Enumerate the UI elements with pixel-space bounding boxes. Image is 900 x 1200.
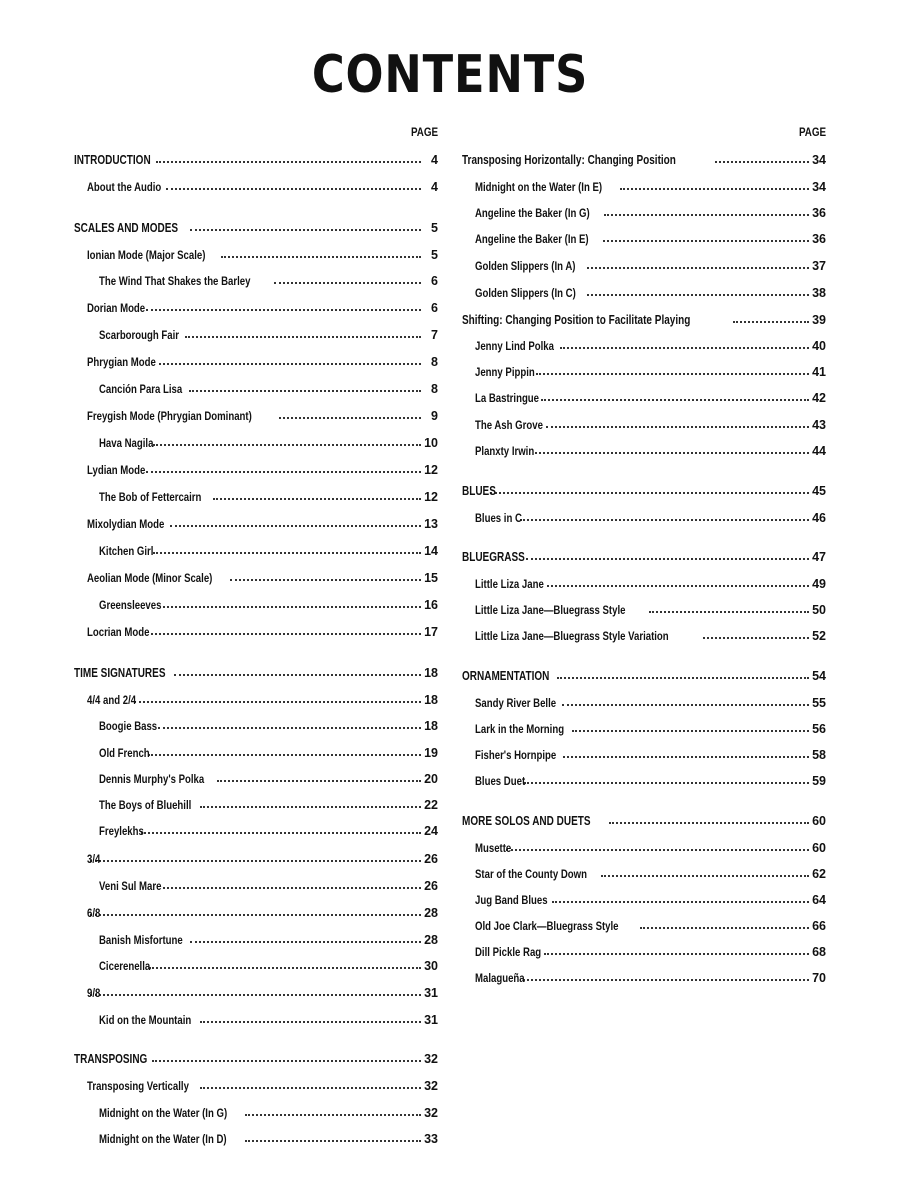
toc-entry-title: Canción Para Lisa bbox=[99, 382, 183, 396]
toc-entry bbox=[475, 742, 826, 762]
toc-entry bbox=[87, 295, 438, 315]
toc-entry-title: Angeline the Baker (In G) bbox=[475, 206, 590, 220]
dot-leader bbox=[552, 900, 809, 903]
toc-entry-page: 32 bbox=[424, 1052, 438, 1066]
toc-entry-page: 7 bbox=[431, 328, 438, 342]
toc-entry-title: Old French bbox=[99, 746, 150, 760]
toc-entry bbox=[475, 438, 826, 458]
dot-leader bbox=[170, 524, 421, 527]
dot-leader bbox=[149, 966, 421, 969]
toc-entry-page: 19 bbox=[424, 746, 438, 760]
dot-leader bbox=[560, 346, 809, 349]
toc-entry-title: Kid on the Mountain bbox=[99, 1013, 192, 1027]
toc-entry-page: 31 bbox=[424, 1013, 438, 1027]
toc-entry-page: 52 bbox=[812, 629, 826, 643]
toc-entry-page: 5 bbox=[431, 248, 438, 262]
toc-entry-title: The Ash Grove bbox=[475, 418, 543, 432]
toc-entry-title: Midnight on the Water (In G) bbox=[99, 1106, 228, 1120]
toc-entry bbox=[99, 818, 438, 838]
toc-entry-title: Transposing Horizontally: Changing Position bbox=[462, 153, 676, 167]
toc-entry-title: The Boys of Bluehill bbox=[99, 798, 192, 812]
toc-entry bbox=[475, 768, 826, 788]
toc-entry bbox=[99, 1126, 438, 1146]
toc-entry bbox=[87, 619, 438, 639]
toc-entry-page: 58 bbox=[812, 748, 826, 762]
toc-entry-page: 36 bbox=[812, 232, 826, 246]
toc-entry-title: Cicerenella bbox=[99, 959, 151, 973]
dot-leader bbox=[715, 160, 809, 163]
dot-leader bbox=[90, 993, 421, 996]
toc-entry bbox=[475, 385, 826, 405]
toc-entry-page: 14 bbox=[424, 544, 438, 558]
toc-entry-title: Dill Pickle Rag bbox=[475, 945, 542, 959]
toc-entry-page: 22 bbox=[424, 798, 438, 812]
toc-entry-page: 34 bbox=[812, 153, 826, 167]
dot-leader bbox=[526, 557, 809, 560]
dot-leader bbox=[703, 636, 809, 639]
toc-entry-title: Little Liza Jane—Bluegrass Style Variation bbox=[475, 629, 669, 643]
toc-entry-page: 39 bbox=[812, 313, 826, 327]
toc-entry-title: Angeline the Baker (In E) bbox=[475, 232, 589, 246]
toc-entry-title: Sandy River Belle bbox=[475, 696, 557, 710]
toc-entry bbox=[87, 980, 438, 1000]
toc-entry bbox=[87, 457, 438, 477]
toc-entry-page: 24 bbox=[424, 824, 438, 838]
toc-entry-page: 18 bbox=[424, 693, 438, 707]
toc-entry-title: Lark in the Morning bbox=[475, 722, 565, 736]
page-title: CONTENTS bbox=[311, 45, 589, 105]
toc-entry-title: Dorian Mode bbox=[87, 301, 146, 315]
toc-entry bbox=[475, 412, 826, 432]
toc-entry-page: 9 bbox=[431, 409, 438, 423]
dot-leader bbox=[572, 729, 809, 732]
toc-entry-page: 6 bbox=[431, 274, 438, 288]
toc-entry-page: 28 bbox=[424, 906, 438, 920]
dot-leader bbox=[601, 874, 809, 877]
toc-entry-page: 49 bbox=[812, 577, 826, 591]
dot-leader bbox=[609, 821, 809, 824]
toc-entry bbox=[475, 835, 826, 855]
dot-leader bbox=[134, 700, 421, 703]
toc-entry-title: Malagueña bbox=[475, 971, 525, 985]
toc-entry bbox=[475, 690, 826, 710]
toc-entry-page: 32 bbox=[424, 1079, 438, 1093]
toc-entry-page: 64 bbox=[812, 893, 826, 907]
toc-entry-title: Scarborough Fair bbox=[99, 328, 180, 342]
toc-entry-title: Freylekhs bbox=[99, 824, 144, 838]
toc-entry-page: 17 bbox=[424, 625, 438, 639]
dot-leader bbox=[166, 187, 421, 190]
dot-leader bbox=[603, 239, 809, 242]
dot-leader bbox=[190, 940, 421, 943]
toc-entry bbox=[87, 900, 438, 920]
toc-entry-title: Mixolydian Mode bbox=[87, 517, 165, 531]
dot-leader bbox=[535, 451, 809, 454]
toc-entry-title: Golden Slippers (In C) bbox=[475, 286, 576, 300]
toc-entry-title: 6/8 bbox=[87, 906, 101, 920]
toc-entry bbox=[87, 846, 438, 866]
toc-entry-page: 4 bbox=[431, 153, 438, 167]
toc-entry bbox=[87, 511, 438, 531]
toc-entry-page: 10 bbox=[424, 436, 438, 450]
toc-entry-page: 12 bbox=[424, 463, 438, 477]
toc-entry-page: 68 bbox=[812, 945, 826, 959]
toc-section-entry bbox=[462, 808, 826, 828]
toc-entry bbox=[99, 766, 438, 786]
dot-leader bbox=[151, 632, 421, 635]
toc-entry-page: 41 bbox=[812, 365, 826, 379]
toc-entry-page: 66 bbox=[812, 919, 826, 933]
toc-entry bbox=[475, 965, 826, 985]
toc-section-entry bbox=[462, 663, 826, 683]
toc-entry-title: Phrygian Mode bbox=[87, 355, 156, 369]
toc-entry bbox=[87, 1073, 438, 1093]
toc-section-entry bbox=[74, 215, 438, 235]
toc-entry-page: 46 bbox=[812, 511, 826, 525]
toc-entry bbox=[99, 484, 438, 504]
toc-entry bbox=[475, 716, 826, 736]
toc-section-entry bbox=[462, 478, 826, 498]
toc-entry bbox=[99, 376, 438, 396]
dot-leader bbox=[152, 1059, 421, 1062]
dot-leader bbox=[153, 551, 421, 554]
toc-entry-page: 34 bbox=[812, 180, 826, 194]
toc-entry-title: Star of the County Down bbox=[475, 867, 587, 881]
dot-leader bbox=[520, 518, 809, 521]
dot-leader bbox=[640, 926, 809, 929]
dot-leader bbox=[274, 281, 421, 284]
toc-entry-title: Ionian Mode (Major Scale) bbox=[87, 248, 206, 262]
dot-leader bbox=[159, 362, 421, 365]
toc-entry-page: 28 bbox=[424, 933, 438, 947]
toc-entry-title: BLUEGRASS bbox=[462, 550, 525, 564]
toc-entry bbox=[99, 538, 438, 558]
toc-entry-page: 60 bbox=[812, 814, 826, 828]
dot-leader bbox=[546, 425, 809, 428]
toc-entry-title: Fisher's Hornpipe bbox=[475, 748, 557, 762]
dot-leader bbox=[190, 228, 421, 231]
toc-entry-title: TRANSPOSING bbox=[74, 1052, 148, 1066]
toc-entry bbox=[87, 687, 438, 707]
dot-leader bbox=[506, 848, 809, 851]
toc-entry-title: Dennis Murphy's Polka bbox=[99, 772, 205, 786]
toc-entry-page: 6 bbox=[431, 301, 438, 315]
dot-leader bbox=[146, 308, 421, 311]
toc-entry-page: 38 bbox=[812, 286, 826, 300]
toc-section-entry bbox=[462, 544, 826, 564]
dot-leader bbox=[604, 213, 809, 216]
toc-entry-page: 54 bbox=[812, 669, 826, 683]
toc-entry bbox=[475, 597, 826, 617]
toc-entry-title: 9/8 bbox=[87, 986, 101, 1000]
dot-leader bbox=[200, 1020, 421, 1023]
dot-leader bbox=[733, 320, 809, 323]
toc-entry-title: Musette bbox=[475, 841, 512, 855]
toc-entry-page: 59 bbox=[812, 774, 826, 788]
toc-entry-title: Golden Slippers (In A) bbox=[475, 259, 576, 273]
toc-entry-title: Kitchen Girl bbox=[99, 544, 154, 558]
toc-entry bbox=[87, 403, 438, 423]
dot-leader bbox=[217, 779, 421, 782]
dot-leader bbox=[153, 443, 421, 446]
dot-leader bbox=[174, 673, 421, 676]
toc-entry-page: 40 bbox=[812, 339, 826, 353]
dot-leader bbox=[563, 755, 809, 758]
toc-entry-title: Aeolian Mode (Minor Scale) bbox=[87, 571, 213, 585]
toc-entry-page: 37 bbox=[812, 259, 826, 273]
toc-entry-title: Midnight on the Water (In D) bbox=[99, 1132, 227, 1146]
toc-section-entry bbox=[74, 147, 438, 167]
toc-entry-title: Boogie Bass bbox=[99, 719, 158, 733]
toc-entry-title: TIME SIGNATURES bbox=[74, 666, 166, 680]
dot-leader bbox=[156, 160, 421, 163]
toc-entry bbox=[99, 713, 438, 733]
toc-entry-page: 8 bbox=[431, 355, 438, 369]
toc-entry-page: 36 bbox=[812, 206, 826, 220]
toc-entry bbox=[475, 226, 826, 246]
dot-leader bbox=[163, 605, 421, 608]
toc-entry-page: 45 bbox=[812, 484, 826, 498]
toc-entry bbox=[475, 913, 826, 933]
dot-leader bbox=[620, 187, 809, 190]
toc-entry bbox=[475, 280, 826, 300]
toc-entry bbox=[475, 333, 826, 353]
toc-entry-title: Lydian Mode bbox=[87, 463, 146, 477]
toc-entry-page: 18 bbox=[424, 719, 438, 733]
dot-leader bbox=[541, 398, 809, 401]
dot-leader bbox=[213, 497, 421, 500]
toc-entry bbox=[475, 253, 826, 273]
toc-entry-title: MORE SOLOS AND DUETS bbox=[462, 814, 591, 828]
toc-entry bbox=[99, 1100, 438, 1120]
dot-leader bbox=[221, 255, 421, 258]
toc-entry-title: Jenny Pippin bbox=[475, 365, 535, 379]
toc-entry bbox=[475, 887, 826, 907]
toc-section-entry bbox=[462, 147, 826, 167]
toc-entry bbox=[475, 861, 826, 881]
toc-entry bbox=[99, 873, 438, 893]
toc-entry-title: INTRODUCTION bbox=[74, 153, 151, 167]
toc-entry-title: Banish Misfortune bbox=[99, 933, 183, 947]
dot-leader bbox=[279, 416, 421, 419]
toc-entry-title: Shifting: Changing Position to Facilitate Playing bbox=[462, 313, 691, 327]
toc-entry-title: Blues Duet bbox=[475, 774, 526, 788]
dot-leader bbox=[189, 389, 421, 392]
toc-entry bbox=[99, 592, 438, 612]
toc-entry-title: Old Joe Clark—Bluegrass Style bbox=[475, 919, 619, 933]
toc-entry-title: Veni Sul Mare bbox=[99, 879, 162, 893]
toc-entry-title: Greensleeves bbox=[99, 598, 162, 612]
toc-entry bbox=[87, 565, 438, 585]
toc-entry-title: Locrian Mode bbox=[87, 625, 150, 639]
dot-leader bbox=[587, 293, 809, 296]
toc-entry-title: Little Liza Jane—Bluegrass Style bbox=[475, 603, 626, 617]
dot-leader bbox=[562, 703, 809, 706]
toc-entry bbox=[99, 268, 438, 288]
toc-entry bbox=[475, 623, 826, 643]
toc-entry bbox=[475, 359, 826, 379]
toc-entry bbox=[99, 927, 438, 947]
dot-leader bbox=[141, 831, 421, 834]
dot-leader bbox=[245, 1113, 421, 1116]
toc-entry bbox=[99, 953, 438, 973]
toc-entry-title: Planxty Irwin bbox=[475, 444, 535, 458]
toc-entry bbox=[99, 430, 438, 450]
toc-entry bbox=[99, 740, 438, 760]
toc-entry bbox=[475, 174, 826, 194]
toc-entry-page: 47 bbox=[812, 550, 826, 564]
toc-entry-title: The Bob of Fettercairn bbox=[99, 490, 202, 504]
toc-section-entry bbox=[74, 1046, 438, 1066]
dot-leader bbox=[146, 470, 421, 473]
dot-leader bbox=[544, 952, 809, 955]
toc-entry-page: 70 bbox=[812, 971, 826, 985]
toc-entry-title: Hava Nagila bbox=[99, 436, 154, 450]
toc-entry-page: 13 bbox=[424, 517, 438, 531]
toc-entry-page: 56 bbox=[812, 722, 826, 736]
toc-entry-page: 60 bbox=[812, 841, 826, 855]
toc-entry-title: BLUES bbox=[462, 484, 496, 498]
toc-section-entry bbox=[74, 660, 438, 680]
dot-leader bbox=[524, 781, 809, 784]
toc-entry-title: ORNAMENTATION bbox=[462, 669, 550, 683]
toc-entry-page: 12 bbox=[424, 490, 438, 504]
toc-entry bbox=[475, 571, 826, 591]
dot-leader bbox=[490, 491, 809, 494]
toc-entry-page: 18 bbox=[424, 666, 438, 680]
dot-leader bbox=[536, 372, 809, 375]
toc-entry bbox=[87, 174, 438, 194]
toc-entry-page: 15 bbox=[424, 571, 438, 585]
toc-entry bbox=[99, 792, 438, 812]
toc-entry-page: 43 bbox=[812, 418, 826, 432]
dot-leader bbox=[163, 886, 421, 889]
toc-entry-title: Blues in C bbox=[475, 511, 522, 525]
toc-entry-page: 26 bbox=[424, 852, 438, 866]
toc-entry-title: Jug Band Blues bbox=[475, 893, 548, 907]
dot-leader bbox=[158, 726, 421, 729]
toc-entry-title: Jenny Lind Polka bbox=[475, 339, 554, 353]
page-column-header: PAGE bbox=[410, 125, 438, 139]
toc-entry-page: 16 bbox=[424, 598, 438, 612]
toc-entry-page: 55 bbox=[812, 696, 826, 710]
toc-entry bbox=[87, 242, 438, 262]
toc-entry-title: La Bastringue bbox=[475, 391, 540, 405]
toc-entry-title: Freygish Mode (Phrygian Dominant) bbox=[87, 409, 252, 423]
toc-entry-page: 42 bbox=[812, 391, 826, 405]
toc-entry bbox=[99, 1007, 438, 1027]
toc-entry-title: Transposing Vertically bbox=[87, 1079, 189, 1093]
toc-entry bbox=[475, 505, 826, 525]
dot-leader bbox=[148, 753, 421, 756]
toc-entry-page: 50 bbox=[812, 603, 826, 617]
toc-entry-page: 44 bbox=[812, 444, 826, 458]
page-column-header: PAGE bbox=[798, 125, 826, 139]
toc-entry-page: 30 bbox=[424, 959, 438, 973]
toc-entry bbox=[99, 322, 438, 342]
toc-section-entry bbox=[462, 307, 826, 327]
toc-entry-page: 32 bbox=[424, 1106, 438, 1120]
toc-entry-title: 4/4 and 2/4 bbox=[87, 693, 137, 707]
dot-leader bbox=[523, 978, 809, 981]
toc-entry-page: 33 bbox=[424, 1132, 438, 1146]
toc-entry-title: Midnight on the Water (In E) bbox=[475, 180, 603, 194]
dot-leader bbox=[230, 578, 421, 581]
dot-leader bbox=[649, 610, 809, 613]
dot-leader bbox=[90, 859, 421, 862]
dot-leader bbox=[200, 1086, 421, 1089]
dot-leader bbox=[587, 266, 809, 269]
toc-entry-title: The Wind That Shakes the Barley bbox=[99, 274, 251, 288]
toc-entry-page: 8 bbox=[431, 382, 438, 396]
toc-entry bbox=[475, 200, 826, 220]
toc-entry-page: 31 bbox=[424, 986, 438, 1000]
toc-entry bbox=[475, 939, 826, 959]
dot-leader bbox=[90, 913, 421, 916]
dot-leader bbox=[557, 676, 809, 679]
toc-entry-page: 4 bbox=[431, 180, 438, 194]
toc-entry-title: 3/4 bbox=[87, 852, 101, 866]
toc-entry-title: About the Audio bbox=[87, 180, 162, 194]
dot-leader bbox=[200, 805, 421, 808]
toc-entry-title: Little Liza Jane bbox=[475, 577, 544, 591]
toc-entry-page: 62 bbox=[812, 867, 826, 881]
toc-entry-title: SCALES AND MODES bbox=[74, 221, 179, 235]
toc-entry-page: 20 bbox=[424, 772, 438, 786]
toc-entry bbox=[87, 349, 438, 369]
toc-entry-page: 5 bbox=[431, 221, 438, 235]
dot-leader bbox=[547, 584, 809, 587]
dot-leader bbox=[245, 1139, 421, 1142]
dot-leader bbox=[185, 335, 421, 338]
toc-entry-page: 26 bbox=[424, 879, 438, 893]
